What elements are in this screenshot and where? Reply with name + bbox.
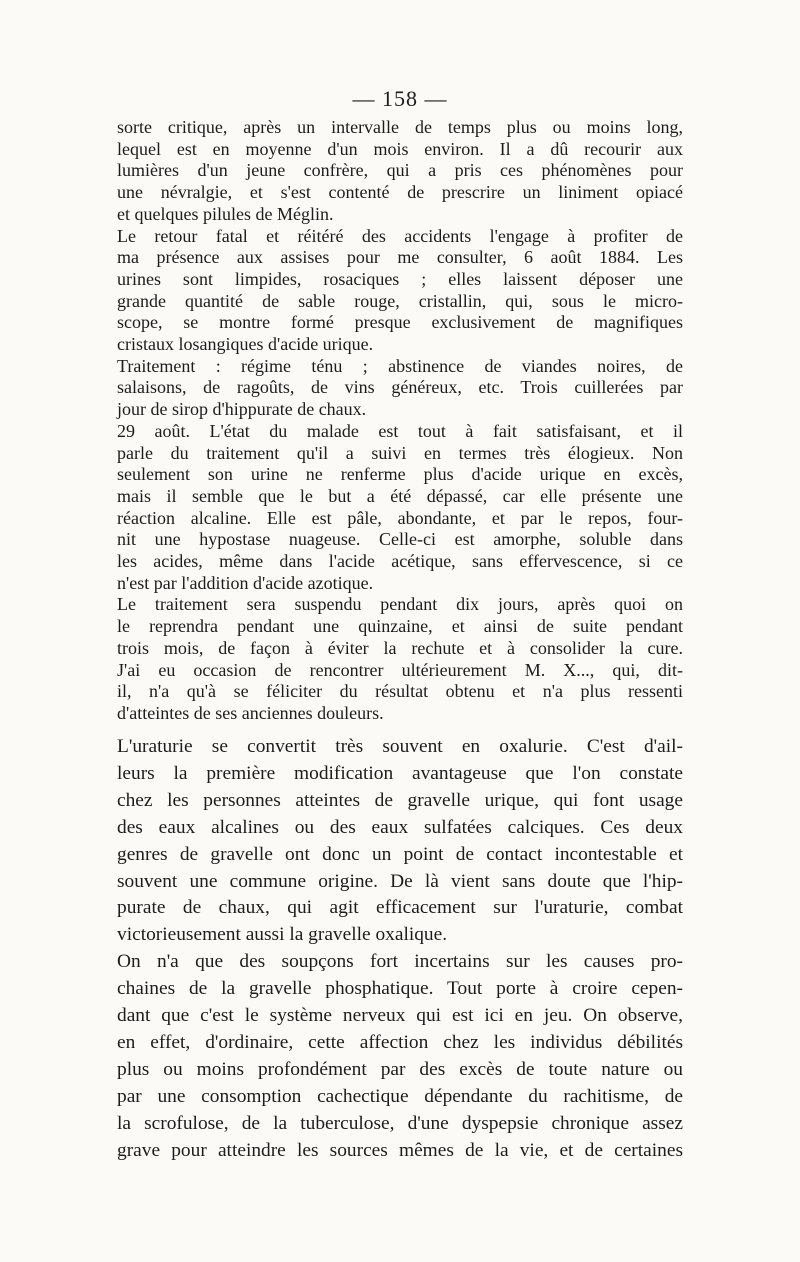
text-line: les acides, même dans l'acide acétique, sans effervescence, si ce [117,551,683,572]
text-line: 29 août. L'état du malade est tout à fait satisfaisant, et il [117,420,683,441]
text-line: sorte critique, après un intervalle de temps plus ou moins long, [117,117,683,137]
text-line: lumières d'un jeune confrère, qui a pris ces phénomènes pour [117,160,683,181]
text-line: et quelques pilules de Méglin. [117,203,334,224]
text-line: la scrofulose, de la tuberculose, d'une dyspepsie chronique assez [117,1112,683,1134]
text-line: Le traitement sera suspendu pendant dix jours, après quoi on [117,594,683,615]
text-line: chez les personnes atteintes de gravelle urique, qui font usage [117,789,683,811]
text-line: Le retour fatal et réitéré des accidents l'engage à profiter de [117,225,683,246]
text-line: en effet, d'ordinaire, cette affection chez les individus débilités [117,1031,683,1053]
text-line: souvent une commune origine. De là vient sans doute que l'hip- [117,870,683,892]
text-line: J'ai eu occasion de rencontrer ultérieurement M. X..., qui, dit- [117,659,683,680]
page-number: — 158 — [352,86,448,111]
text-line: grave pour atteindre les sources mêmes de la vie, et de certaines [117,1139,683,1161]
text-line: parle du traitement qu'il a suivi en termes très élogieux. Non [117,442,683,463]
text-line: urines sont limpides, rosaciques ; elles laissent déposer une [117,268,683,289]
text-line: dant que c'est le système nerveux qui est ici en jeu. On observe, [117,1005,683,1027]
text-line: le reprendra pendant une quinzaine, et ainsi de suite pendant [117,616,683,637]
text-line: genres de gravelle ont donc un point de contact incontestable et [117,843,683,865]
text-line: L'uraturie se convertit très souvent en oxalurie. C'est d'ail- [117,736,683,757]
text-line: d'atteintes de ses anciennes douleurs. [117,702,384,723]
text-line: par une consomption cachectique dépendante du rachitisme, de [117,1085,683,1107]
text-line: jour de sirop d'hippurate de chaux. [117,399,367,420]
text-line: il, n'a qu'à se féliciter du résultat obtenu et n'a plus ressenti [117,681,683,702]
text-line: réaction alcaline. Elle est pâle, abondante, et par le repos, four- [117,507,683,528]
text-line: n'est par l'addition d'acide azotique. [117,572,374,593]
text-line: Traitement : régime ténu ; abstinence de viandes noires, de [117,355,683,376]
text-line: leurs la première modification avantageuse que l'on constate [117,762,683,784]
text-line: lequel est en moyenne d'un mois environ. Il a dû recourir aux [117,138,683,159]
text-line: cristaux losangiques d'acide urique. [117,334,374,355]
text-line: purate de chaux, qui agit efficacement sur l'uraturie, combat [117,897,683,919]
text-line: ma présence aux assises pour me consulter, 6 août 1884. Les [117,247,683,268]
text-line: On n'a que des soupçons fort incertains sur les causes pro- [117,951,683,973]
text-line: trois mois, de façon à éviter la rechute et à consolider la cure. [117,637,683,658]
text-line: seulement son urine ne renferme plus d'acide urique en excès, [117,464,683,485]
text-line: une névralgie, et s'est contenté de prescrire un liniment opiacé [117,182,683,203]
text-line: mais il semble que le but a été dépassé, car elle présente une [117,485,683,506]
text-line: chaines de la gravelle phosphatique. Tout porte à croire cepen- [117,978,683,1000]
text-line: victorieusement aussi la gravelle oxalique. [117,924,448,946]
text-line: grande quantité de sable rouge, cristallin, qui, sous le micro- [117,290,683,311]
text-line: plus ou moins profondément par des excès de toute nature ou [117,1058,683,1080]
text-line: scope, se montre formé presque exclusivement de magnifiques [117,312,683,333]
text-line: des eaux alcalines ou des eaux sulfatées calciques. Ces deux [117,816,683,838]
text-line: salaisons, de ragoûts, de vins généreux, etc. Trois cuillerées par [117,377,683,398]
text-line: nit une hypostase nuageuse. Celle-ci est amorphe, soluble dans [117,529,683,550]
main-body-text [117,734,683,1165]
case-notes-text [117,117,683,725]
